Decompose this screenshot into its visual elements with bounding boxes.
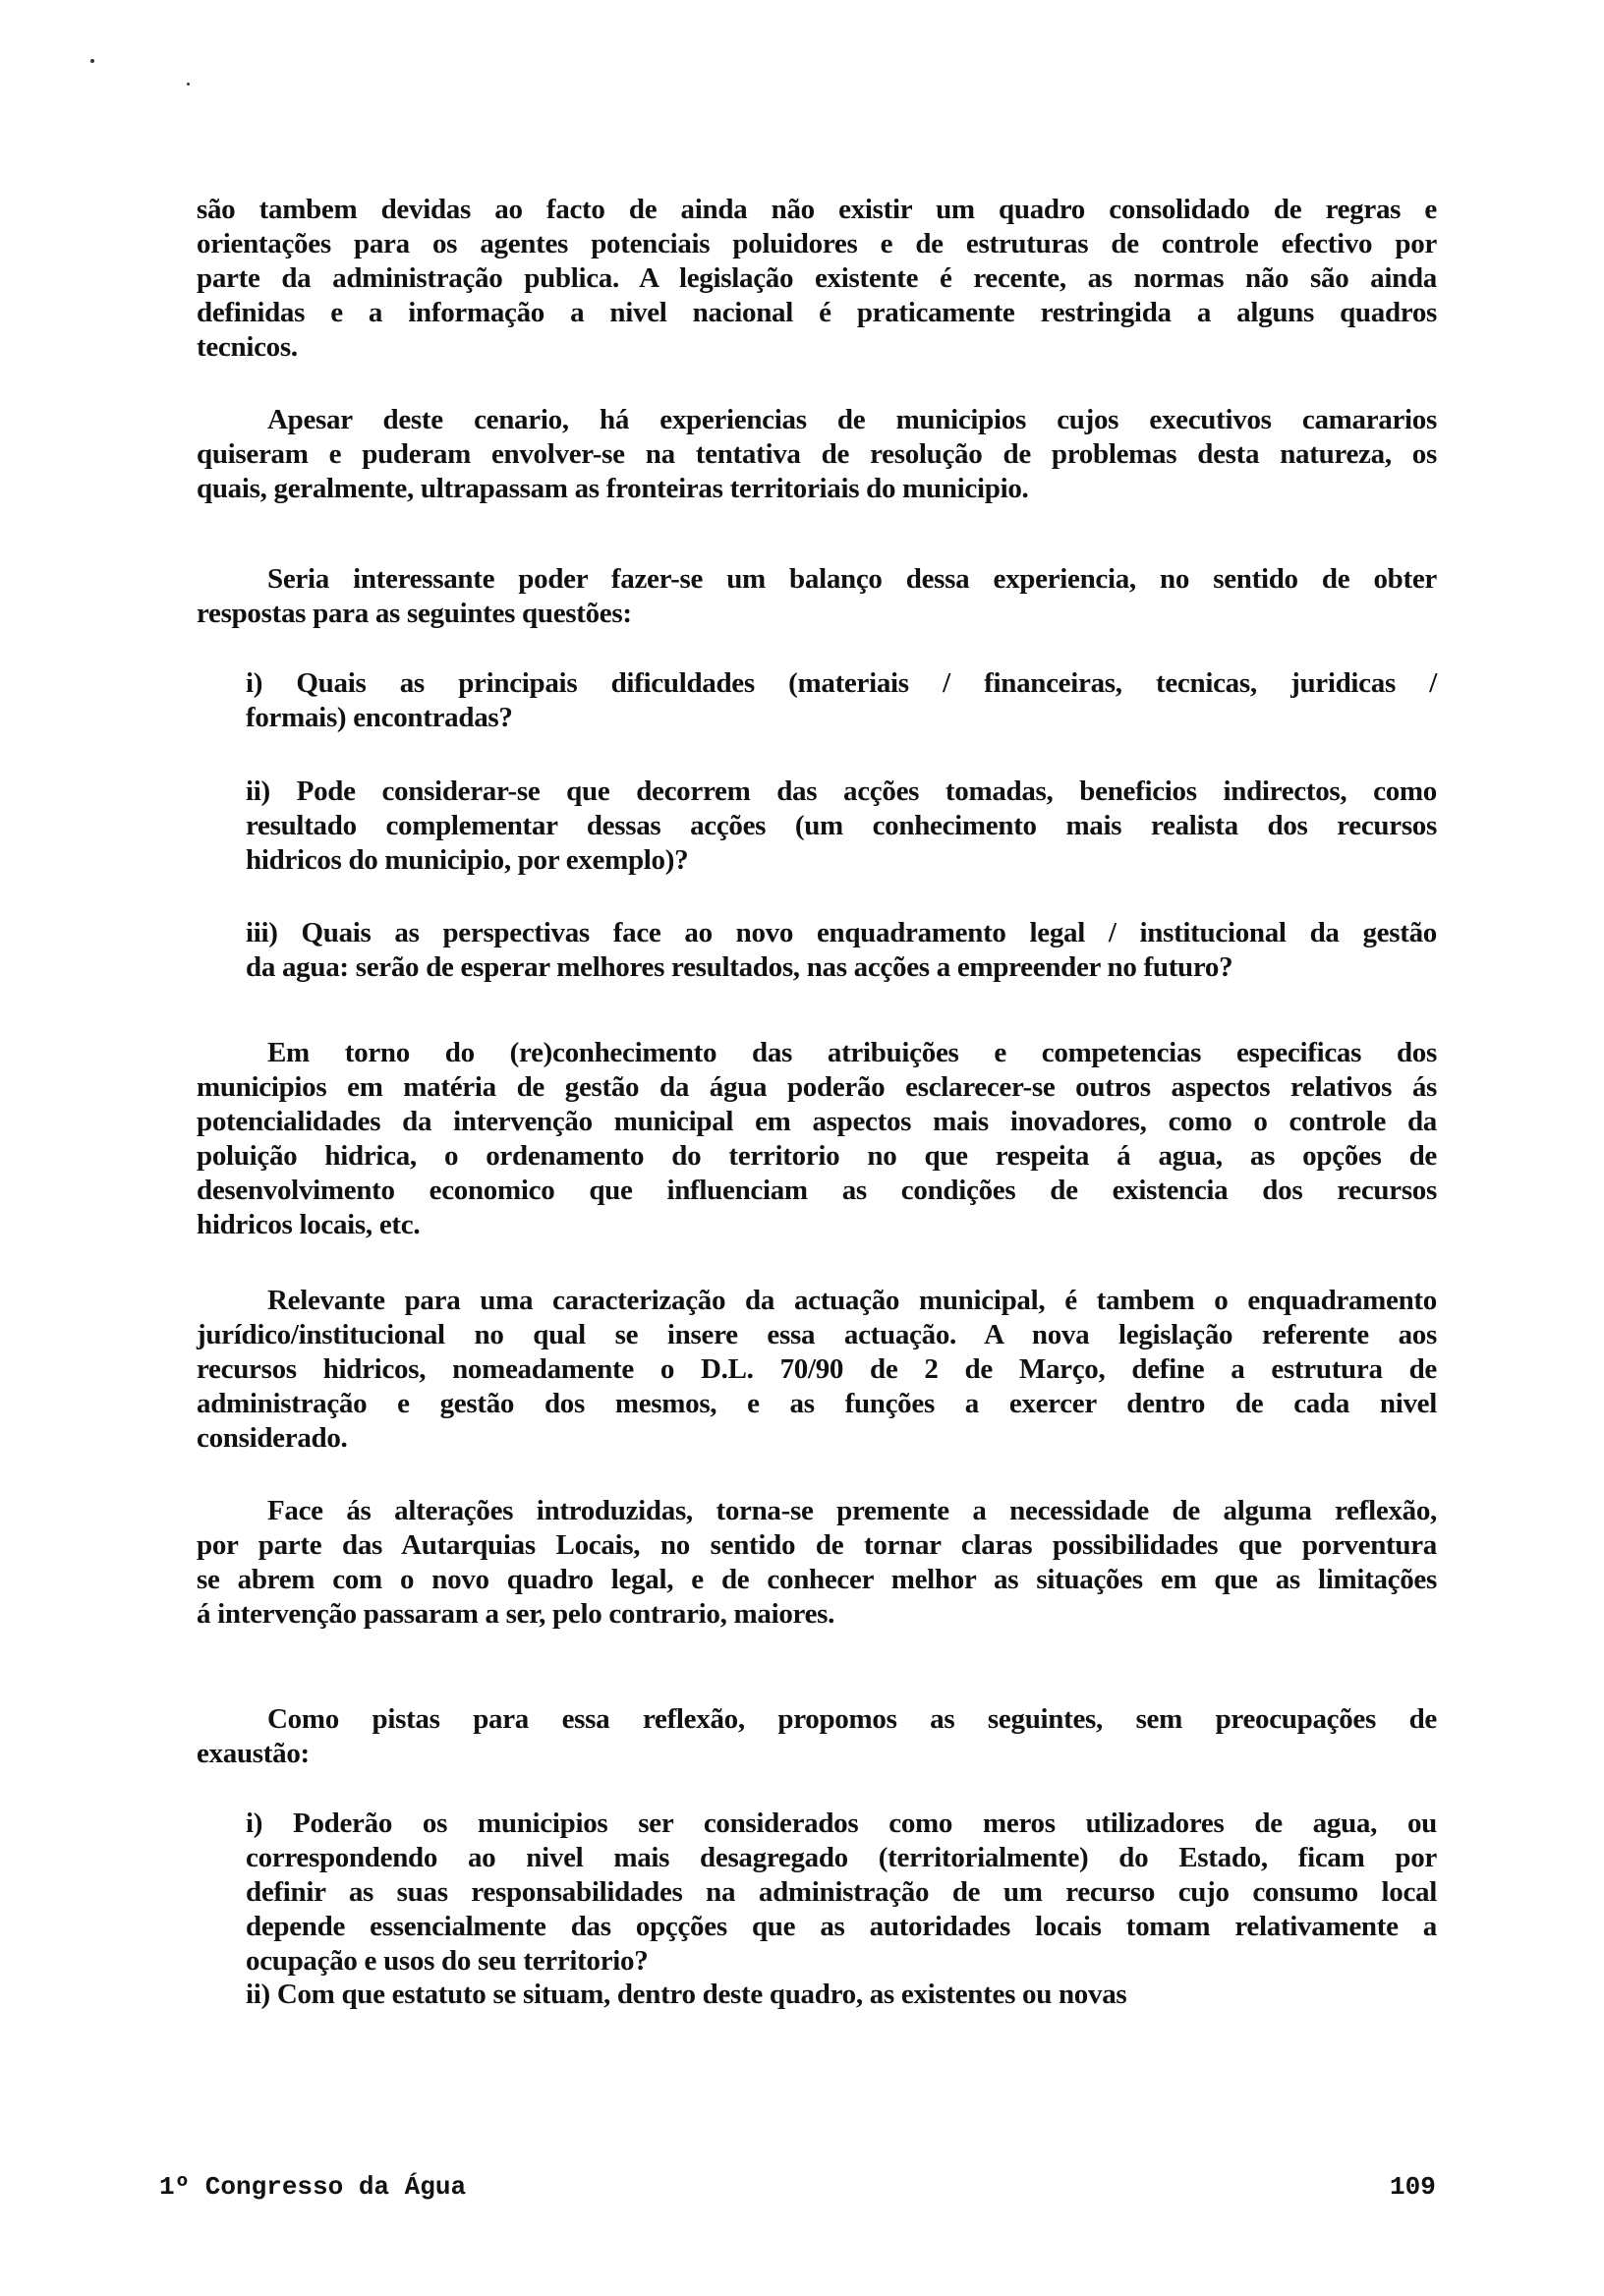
text-line: i) Quais as principais dificuldades (materiais / financeiras, tecnicas, juridicas /: [246, 667, 1437, 699]
text-line: desenvolvimento economico que influenciam as condições de existencia dos recursos: [197, 1175, 1437, 1206]
text-line: são tambem devidas ao facto de ainda não existir um quadro consolidado de regras e: [197, 194, 1437, 225]
text-line: Apesar deste cenario, há experiencias de municipios cujos executivos camararios: [267, 404, 1437, 435]
list-item: [246, 916, 1437, 985]
text-line: i) Poderão os municipios ser considerados como meros utilizadores de agua, ou: [246, 1808, 1437, 1839]
text-line: considerado.: [197, 1422, 348, 1454]
paragraph: [197, 193, 1437, 365]
list-item: [246, 1807, 1437, 1979]
text-line: tecnicos.: [197, 331, 298, 363]
text-line: ii) Pode considerar-se que decorrem das acções tomadas, beneficios indirectos, como: [246, 775, 1437, 807]
text-line: ocupação e usos do seu territorio?: [246, 1945, 649, 1977]
list-item: [246, 1978, 1437, 2012]
text-line: recursos hidricos, nomeadamente o D.L. 70/90 de 2 de Março, define a estrutura de: [197, 1353, 1437, 1385]
text-line: por parte das Autarquias Locais, no sentido de tornar claras possibilidades que porventura: [197, 1529, 1437, 1561]
text-line: Seria interessante poder fazer-se um balanço dessa experiencia, no sentido de obter: [267, 563, 1437, 595]
text-line: respostas para as seguintes questões:: [197, 598, 632, 629]
text-line: á intervenção passaram a ser, pelo contrario, maiores.: [197, 1598, 835, 1630]
text-line: correspondendo ao nivel mais desagregado (territorialmente) do Estado, ficam por: [246, 1842, 1437, 1873]
text-line: orientações para os agentes potenciais poluidores e de estruturas de controle efectivo por: [197, 228, 1437, 259]
scan-speck: [187, 83, 190, 86]
text-line: iii) Quais as perspectivas face ao novo enquadramento legal / institucional da gestão: [246, 917, 1437, 948]
list-item: [246, 775, 1437, 878]
text-line: definidas e a informação a nivel nacional é praticamente restringida a alguns quadros: [197, 297, 1437, 328]
text-line: municipios em matéria de gestão da água poderão esclarecer-se outros aspectos relativos ás: [197, 1071, 1437, 1103]
text-line: poluição hidrica, o ordenamento do territorio no que respeita á agua, as opções de: [197, 1140, 1437, 1172]
paragraph: [197, 1284, 1437, 1456]
footer-title: 1º Congresso da Água: [159, 2172, 467, 2202]
text-line: parte da administração publica. A legislação existente é recente, as normas não são ainda: [197, 262, 1437, 294]
text-line: se abrem com o novo quadro legal, e de conhecer melhor as situações em que as limitações: [197, 1564, 1437, 1595]
text-line: Relevante para uma caracterização da actuação municipal, é tambem o enquadramento: [267, 1285, 1437, 1316]
paragraph: [197, 1494, 1437, 1632]
scan-speck: [90, 59, 94, 63]
text-line: quais, geralmente, ultrapassam as fronteiras territoriais do municipio.: [197, 473, 1029, 504]
text-line: administração e gestão dos mesmos, e as funções a exercer dentro de cada nivel: [197, 1388, 1437, 1419]
text-line: Em torno do (re)conhecimento das atribuições e competencias especificas dos: [267, 1037, 1437, 1068]
paragraph: [197, 1702, 1437, 1771]
text-line: ii) Com que estatuto se situam, dentro deste quadro, as existentes ou novas: [246, 1979, 1127, 2010]
text-line: jurídico/institucional no qual se insere essa actuação. A nova legislação referente aos: [197, 1319, 1437, 1350]
paragraph: [197, 403, 1437, 506]
page-number: 109: [1390, 2172, 1436, 2202]
text-line: resultado complementar dessas acções (um conhecimento mais realista dos recursos: [246, 810, 1437, 841]
text-line: exaustão:: [197, 1738, 310, 1769]
text-line: formais) encontradas?: [246, 702, 513, 733]
paragraph: [197, 562, 1437, 631]
text-line: Face ás alterações introduzidas, torna-se premente a necessidade de alguma reflexão,: [267, 1495, 1437, 1526]
text-line: quiseram e puderam envolver-se na tentativa de resolução de problemas desta natureza, os: [197, 438, 1437, 470]
text-line: potencialidades da intervenção municipal em aspectos mais inovadores, como o controle da: [197, 1106, 1437, 1137]
text-line: hidricos do municipio, por exemplo)?: [246, 844, 689, 876]
text-line: da agua: serão de esperar melhores resultados, nas acções a empreender no futuro?: [246, 951, 1233, 983]
text-line: hidricos locais, etc.: [197, 1209, 421, 1240]
paragraph: [197, 1036, 1437, 1242]
text-line: definir as suas responsabilidades na administração de um recurso cujo consumo local: [246, 1876, 1437, 1908]
text-line: Como pistas para essa reflexão, propomos as seguintes, sem preocupações de: [267, 1703, 1437, 1735]
list-item: [246, 666, 1437, 735]
text-line: depende essencialmente das opçções que as autoridades locais tomam relativamente a: [246, 1911, 1437, 1942]
